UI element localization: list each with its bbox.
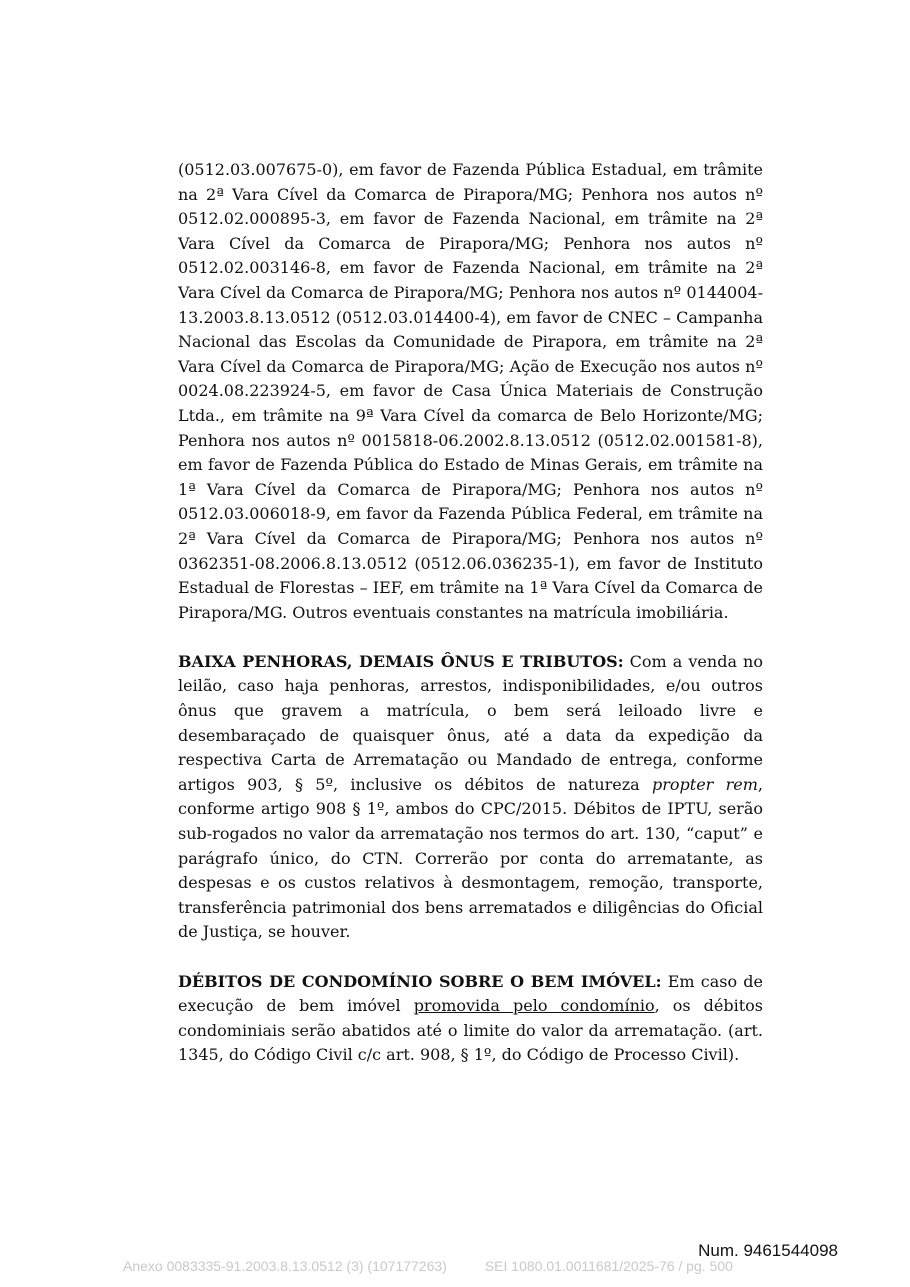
underlined-phrase: promovida pelo condomínio [413,996,655,1016]
section-heading-condominium-debts: DÉBITOS DE CONDOMÍNIO SOBRE O BEM IMÓVEL: [178,971,662,991]
paragraph-condominium-debts [178,970,763,1068]
section-heading-release-of-liens: BAIXA PENHORAS, DEMAIS ÔNUS E TRIBUTOS: [178,651,624,671]
document-number: Num. 9461544098 [698,1241,838,1260]
italic-term: propter rem [652,774,758,794]
paragraph-text: , conforme artigo 908 § 1º, ambos do CPC/2015. Débitos de IPTU, serão sub-rogados no valor da arrematação nos termos do art. 130, “caput” e parágrafo único, do CTN. Correrão por conta do arrematante, as despesas e os custos relativos à desmontagem, remoção, transporte, transferência patrimonial dos bens arrematados e diligências do Oficial de Justiça, se houver. [178,774,763,942]
paragraph-release-of-liens [178,650,763,945]
paragraph-text: , os débitos condominiais serão abatidos até o limite do valor da arrematação. (art. 1345, do Código Civil c/c art. 908, § 1º, do Código de Processo Civil). [178,996,763,1065]
sei-page-reference: SEI 1080.01.0011681/2025-76 / pg. 500 [484,1258,733,1274]
document-body [178,158,763,1093]
footer-stamp [123,1258,733,1274]
paragraph-encumbrances-list: (0512.03.007675-0), em favor de Fazenda Pública Estadual, em trâmite na 2ª Vara Cível da Comarca de Pirapora/MG; Penhora nos autos nº 0512.02.000895-3, em favor de Fazenda Nacional, em trâmite na 2ª Vara Cível da Comarca de Pirapora/MG; Penhora nos autos nº 0512.02.003146-8, em favor de Fazenda Nacional, em trâmite na 2ª Vara Cível da Comarca de Pirapora/MG; Penhora nos autos nº 0144004-13.2003.8.13.0512 (0512.03.014400-4), em favor de CNEC – Campanha Nacional das Escolas da Comunidade de Pirapora, em trâmite na 2ª Vara Cível da Comarca de Pirapora/MG; Ação de Execução nos autos nº 0024.08.223924-5, em favor de Casa Única Materiais de Construção Ltda., em trâmite na 9ª Vara Cível da comarca de Belo Horizonte/MG; Penhora nos autos nº 0015818-06.2002.8.13.0512 (0512.02.001581-8), em favor de Fazenda Pública do Estado de Minas Gerais, em trâmite na 1ª Vara Cível da Comarca de Pirapora/MG; Penhora nos autos nº 0512.03.006018-9, em favor da Fazenda Pública Federal, em trâmite na 2ª Vara Cível da Comarca de Pirapora/MG; Penhora nos autos nº 0362351-08.2006.8.13.0512 (0512.06.036235-1), em favor de Instituto Estadual de Florestas – IEF, em trâmite na 1ª Vara Cível da Comarca de Pirapora/MG. Outros eventuais constantes na matrícula imobiliária. [178,160,763,622]
paragraph-text: Com a venda no leilão, caso haja penhoras, arrestos, indisponibilidades, e/ou outros ônus que gravem a matrícula, o bem será leiloado livre e desembaraçado de quaisquer ônus, até a data da expedição da respectiva Carta de Arrematação ou Mandado de entrega, conforme artigos 903, § 5º, inclusive os débitos de natureza [178,651,763,794]
paragraph-text: Em caso de execução de bem imóvel [178,971,764,1016]
annex-reference: Anexo 0083335-91.2003.8.13.0512 (3) (107177263) [123,1258,447,1274]
